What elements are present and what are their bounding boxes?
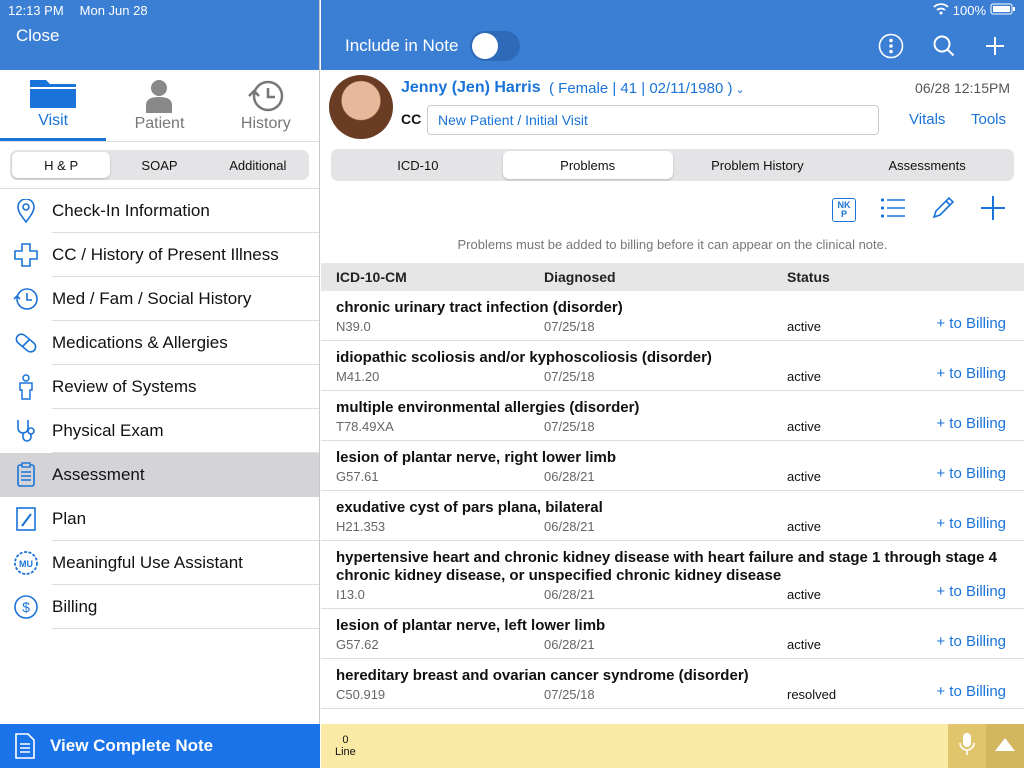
nav-billing[interactable] (0, 585, 319, 629)
problem-status: active (787, 319, 821, 334)
tab-assessments[interactable]: Assessments (888, 157, 966, 173)
segment-soap[interactable]: SOAP (141, 157, 178, 173)
table-header (321, 263, 1024, 291)
problem-date: 06/28/21 (544, 637, 595, 652)
history-icon (247, 77, 285, 115)
microphone-button[interactable] (948, 724, 986, 768)
nav-label: Check-In Information (52, 189, 319, 233)
table-row[interactable] (321, 291, 1024, 341)
line-count: 0 (342, 734, 349, 746)
segment-additional[interactable]: Additional (229, 157, 287, 173)
status-bar-left (0, 0, 319, 20)
microphone-icon (959, 732, 975, 761)
tab-problems[interactable]: Problems (503, 151, 673, 179)
include-in-note-toggle[interactable] (470, 31, 520, 61)
problem-code: M41.20 (336, 369, 380, 384)
tab-history[interactable] (213, 70, 319, 141)
nav-label: Med / Fam / Social History (52, 277, 319, 321)
table-row[interactable] (321, 391, 1024, 441)
add-problem-icon[interactable] (980, 195, 1006, 226)
add-to-billing-button[interactable]: + to Billing (936, 465, 1006, 482)
billing-notice: Problems must be added to billing before it can appear on the clinical note. (457, 237, 888, 252)
edit-pencil-icon[interactable] (930, 195, 956, 226)
svg-text:MU: MU (19, 559, 33, 569)
nav-assessment[interactable] (0, 453, 319, 497)
tab-icd10[interactable]: ICD-10 (397, 157, 439, 173)
more-options-icon[interactable] (878, 33, 904, 64)
right-panel (321, 0, 1024, 768)
problem-description: idiopathic scoliosis and/or kyphoscoliosis (disorder) (336, 349, 712, 366)
nav-label: Physical Exam (52, 409, 319, 453)
nkp-line1: NK (837, 200, 851, 210)
nav-label: Assessment (52, 464, 145, 484)
problem-code: I13.0 (336, 587, 365, 602)
assessment-tabs (331, 149, 1014, 181)
column-diagnosed: Diagnosed (544, 269, 616, 285)
nav-medications-allergies[interactable] (0, 321, 319, 365)
problems-toolbar (321, 187, 1024, 233)
nav-label: CC / History of Present Illness (52, 233, 319, 277)
problem-date: 07/25/18 (544, 687, 595, 702)
nkp-icon[interactable] (832, 198, 856, 222)
close-button[interactable]: Close (16, 26, 60, 45)
problem-description: hereditary breast and ovarian cancer syndrome (disorder) (336, 667, 749, 684)
patient-name[interactable]: Jenny (Jen) Harris (401, 79, 541, 96)
nav-cc-hpi[interactable] (0, 233, 319, 277)
line-counter (335, 734, 356, 758)
problem-date: 06/28/21 (544, 469, 595, 484)
bottom-bar (321, 724, 1024, 768)
problem-status: active (787, 469, 821, 484)
nav-label: Medications & Allergies (52, 321, 319, 365)
problem-description: lesion of plantar nerve, left lower limb (336, 617, 606, 634)
battery-percent: 100% (952, 3, 986, 18)
table-row[interactable] (321, 541, 1024, 609)
add-to-billing-button[interactable]: + to Billing (936, 415, 1006, 432)
add-to-billing-button[interactable]: + to Billing (936, 633, 1006, 650)
wifi-icon (933, 3, 949, 18)
svg-text:$: $ (22, 599, 30, 615)
chevron-down-icon: ⌄ (732, 84, 745, 96)
nkp-line2: P (840, 209, 847, 219)
cc-label: CC (401, 111, 422, 127)
left-header (0, 0, 319, 70)
table-row[interactable] (321, 341, 1024, 391)
nav-plan[interactable] (0, 497, 319, 541)
cc-field[interactable]: New Patient / Initial Visit (427, 105, 879, 135)
nav-med-fam-social[interactable] (0, 277, 319, 321)
problem-description: exudative cyst of pars plana, bilateral (336, 499, 603, 516)
add-icon[interactable] (984, 35, 1006, 62)
main-tabs (0, 70, 319, 142)
triangle-up-icon (994, 736, 1016, 757)
location-pin-icon (0, 199, 52, 223)
problem-status: active (787, 587, 821, 602)
nav-label: Plan (52, 497, 319, 541)
problem-date: 06/28/21 (544, 587, 595, 602)
add-to-billing-button[interactable]: + to Billing (936, 315, 1006, 332)
view-complete-note-label: View Complete Note (50, 736, 214, 755)
document-icon (0, 733, 50, 759)
problems-list (321, 291, 1024, 716)
add-to-billing-button[interactable]: + to Billing (936, 683, 1006, 700)
list-icon[interactable] (880, 197, 906, 224)
problem-code: H21.353 (336, 519, 386, 534)
status-bar-right (933, 3, 1016, 18)
add-to-billing-button[interactable]: + to Billing (936, 583, 1006, 600)
battery-icon (990, 3, 1016, 18)
vitals-button[interactable]: Vitals (909, 111, 946, 128)
nav-label: Billing (52, 585, 319, 629)
body-icon (0, 374, 52, 400)
nav-meaningful-use[interactable] (0, 541, 319, 585)
nav-label: Meaningful Use Assistant (52, 541, 319, 585)
problem-date: 06/28/21 (544, 519, 595, 534)
column-icd10cm: ICD-10-CM (336, 269, 407, 285)
problem-code: G57.61 (336, 469, 379, 484)
patient-info[interactable] (549, 80, 745, 97)
patient-header (321, 70, 1024, 146)
tab-history-label: History (240, 115, 291, 132)
table-row[interactable] (321, 441, 1024, 491)
problem-status: active (787, 637, 821, 652)
problem-status: active (787, 369, 821, 384)
stethoscope-icon (0, 418, 52, 444)
view-complete-note-button[interactable] (0, 724, 320, 768)
nav-physical-exam[interactable] (0, 409, 319, 453)
column-status: Status (787, 269, 830, 285)
table-row[interactable] (321, 659, 1024, 709)
problem-status: resolved (787, 687, 837, 702)
pill-icon (0, 330, 52, 356)
tab-visit[interactable] (0, 70, 106, 141)
nav-check-in[interactable] (0, 189, 319, 233)
problem-status: active (787, 519, 821, 534)
nav-label: Review of Systems (52, 365, 319, 409)
problem-code: G57.62 (336, 637, 379, 652)
table-row[interactable] (321, 609, 1024, 659)
problem-code: T78.49XA (336, 419, 394, 434)
dollar-icon (0, 594, 52, 620)
table-row[interactable] (321, 491, 1024, 541)
problem-code: N39.0 (336, 319, 371, 334)
person-icon (144, 77, 174, 115)
patient-info-text: ( Female | 41 | 02/11/1980 ) (549, 80, 733, 97)
clipboard-icon (0, 462, 52, 488)
pen-icon (0, 506, 52, 532)
folder-icon (28, 74, 78, 112)
visit-datetime: 06/28 12:15PM (915, 80, 1010, 96)
status-date: Mon Jun 28 (79, 3, 148, 18)
tools-button[interactable]: Tools (971, 111, 1007, 128)
problem-code: C50.919 (336, 687, 386, 702)
search-icon[interactable] (932, 34, 956, 63)
include-in-note-label: Include in Note (345, 36, 459, 55)
section-nav (0, 188, 319, 629)
expand-up-button[interactable] (986, 724, 1024, 768)
mu-badge-icon (0, 550, 52, 576)
tab-patient[interactable] (106, 70, 212, 141)
problem-description: chronic urinary tract infection (disorder) (336, 299, 623, 316)
nav-review-of-systems[interactable] (0, 365, 319, 409)
status-time: 12:13 PM (8, 3, 64, 18)
history-icon (0, 287, 52, 311)
right-header (321, 0, 1024, 70)
problem-date: 07/25/18 (544, 319, 595, 334)
medical-cross-icon (0, 243, 52, 267)
problem-description: lesion of plantar nerve, right lower limb (336, 449, 617, 466)
avatar (329, 75, 393, 139)
problem-status: active (787, 419, 821, 434)
problem-description: multiple environmental allergies (disorder) (336, 399, 640, 416)
segment-hp[interactable]: H & P (12, 152, 110, 178)
add-to-billing-button[interactable]: + to Billing (936, 365, 1006, 382)
header-actions (878, 33, 1006, 64)
left-panel (0, 0, 320, 768)
line-count-label: Line (335, 746, 356, 758)
problem-date: 07/25/18 (544, 419, 595, 434)
add-to-billing-button[interactable]: + to Billing (936, 515, 1006, 532)
problem-date: 07/25/18 (544, 369, 595, 384)
include-in-note (345, 31, 520, 61)
problem-description: hypertensive heart and chronic kidney disease with heart failure and stage 1 through stage 4 chronic kidney disease, or unspecified chronic kidney disease (336, 549, 998, 584)
note-type-segmented-control (10, 150, 309, 180)
tab-problem-history[interactable]: Problem History (711, 157, 804, 173)
tab-visit-label: Visit (38, 112, 69, 129)
tab-patient-label: Patient (134, 115, 185, 132)
